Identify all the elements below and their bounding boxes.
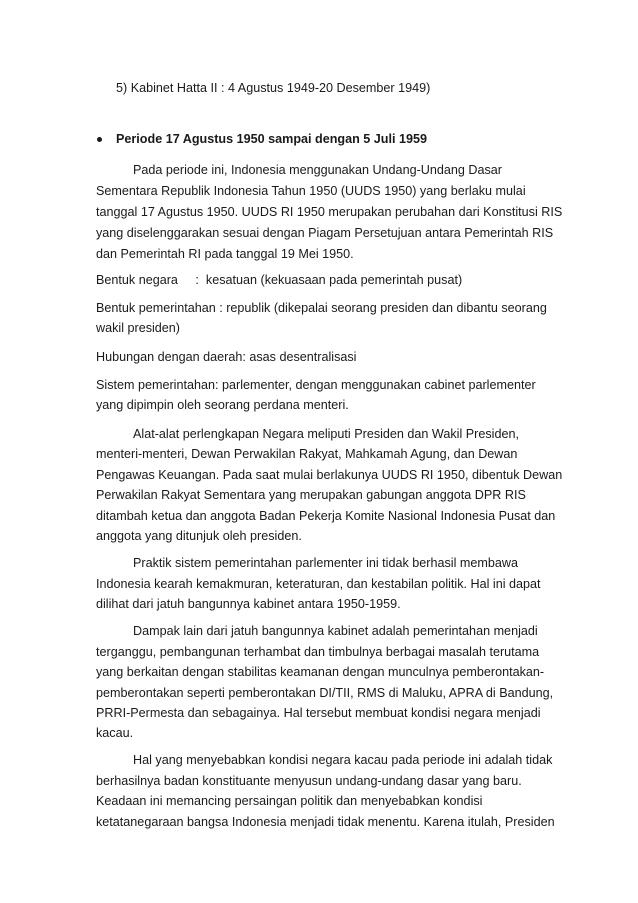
paragraph-line: Perwakilan Rakyat Sementara yang merupakan gabungan anggota DPR RIS	[96, 488, 526, 502]
paragraph-line: Keadaan ini memancing persaingan politik dan menyebabkan kondisi	[96, 794, 483, 808]
sistem-pemerintahan-line: Sistem pemerintahan: parlementer, dengan menggunakan cabinet parlementer	[96, 378, 536, 392]
paragraph-line: Pengawas Keuangan. Pada saat mulai berlakunya UUDS RI 1950, dibentuk Dewan	[96, 468, 563, 482]
bentuk-pemerintahan-line: wakil presiden)	[96, 321, 180, 335]
paragraph-line: PRRI-Permesta dan sebagainya. Hal tersebut membuat kondisi negara menjadi	[96, 706, 541, 720]
paragraph-line: yang berkaitan dengan stabilitas keamanan dengan munculnya pemberontakan-	[96, 665, 545, 679]
sistem-pemerintahan-line: yang dipimpin oleh seorang perdana menteri.	[96, 398, 349, 412]
bentuk-pemerintahan-line: Bentuk pemerintahan : republik (dikepalai seorang presiden dan dibantu seorang	[96, 301, 547, 315]
paragraph-line: Hal yang menyebabkan kondisi negara kacau pada periode ini adalah tidak	[133, 753, 553, 767]
paragraph-line: kacau.	[96, 726, 134, 740]
paragraph-line: ketatanegaraan bangsa Indonesia menjadi tidak menentu. Karena itulah, Presiden	[96, 815, 555, 829]
paragraph-line: Pada periode ini, Indonesia menggunakan Undang-Undang Dasar	[133, 163, 502, 177]
paragraph-line: yang diselenggarakan sesuai dengan Piagam Persetujuan antara Pemerintah RIS	[96, 226, 554, 240]
period-heading: Periode 17 Agustus 1950 sampai dengan 5 Juli 1959	[116, 132, 428, 146]
paragraph-line: Indonesia kearah kemakmuran, keteraturan, dan kestabilan politik. Hal ini dapat	[96, 577, 541, 591]
paragraph-line: dan Pemerintah RI pada tanggal 19 Mei 1950.	[96, 247, 354, 261]
paragraph-line: berhasilnya badan konstituante menyusun undang-undang dasar yang baru.	[96, 774, 522, 788]
paragraph-line: ditambah ketua dan anggota Badan Pekerja Komite Nasional Indonesia Pusat dan	[96, 509, 556, 523]
hubungan-daerah: Hubungan dengan daerah: asas desentralisasi	[96, 350, 357, 364]
paragraph-line: Praktik sistem pemerintahan parlementer ini tidak berhasil membawa	[133, 556, 518, 570]
paragraph-line: pemberontakan seperti pemberontakan DI/TII, RMS di Maluku, APRA di Bandung,	[96, 686, 554, 700]
paragraph-line: menteri-menteri, Dewan Perwakilan Rakyat, Mahkamah Agung, dan Dewan	[96, 447, 518, 461]
paragraph-line: Sementara Republik Indonesia Tahun 1950 (UUDS 1950) yang berlaku mulai	[96, 184, 526, 198]
bentuk-negara: Bentuk negara : kesatuan (kekuasaan pada pemerintah pusat)	[96, 273, 463, 287]
cabinet-line: 5) Kabinet Hatta II : 4 Agustus 1949-20 Desember 1949)	[116, 81, 431, 95]
paragraph-line: dilihat dari jatuh bangunnya kabinet antara 1950-1959.	[96, 597, 401, 611]
paragraph-line: Dampak lain dari jatuh bangunnya kabinet adalah pemerintahan menjadi	[133, 624, 538, 638]
bullet-icon	[97, 137, 102, 142]
paragraph-line: terganggu, pembangunan terhambat dan timbulnya berbagai masalah terutama	[96, 645, 540, 659]
paragraph-line: Alat-alat perlengkapan Negara meliputi Presiden dan Wakil Presiden,	[133, 427, 519, 441]
paragraph-line: tanggal 17 Agustus 1950. UUDS RI 1950 merupakan perubahan dari Konstitusi RIS	[96, 205, 563, 219]
paragraph-line: anggota yang ditunjuk oleh presiden.	[96, 529, 302, 543]
